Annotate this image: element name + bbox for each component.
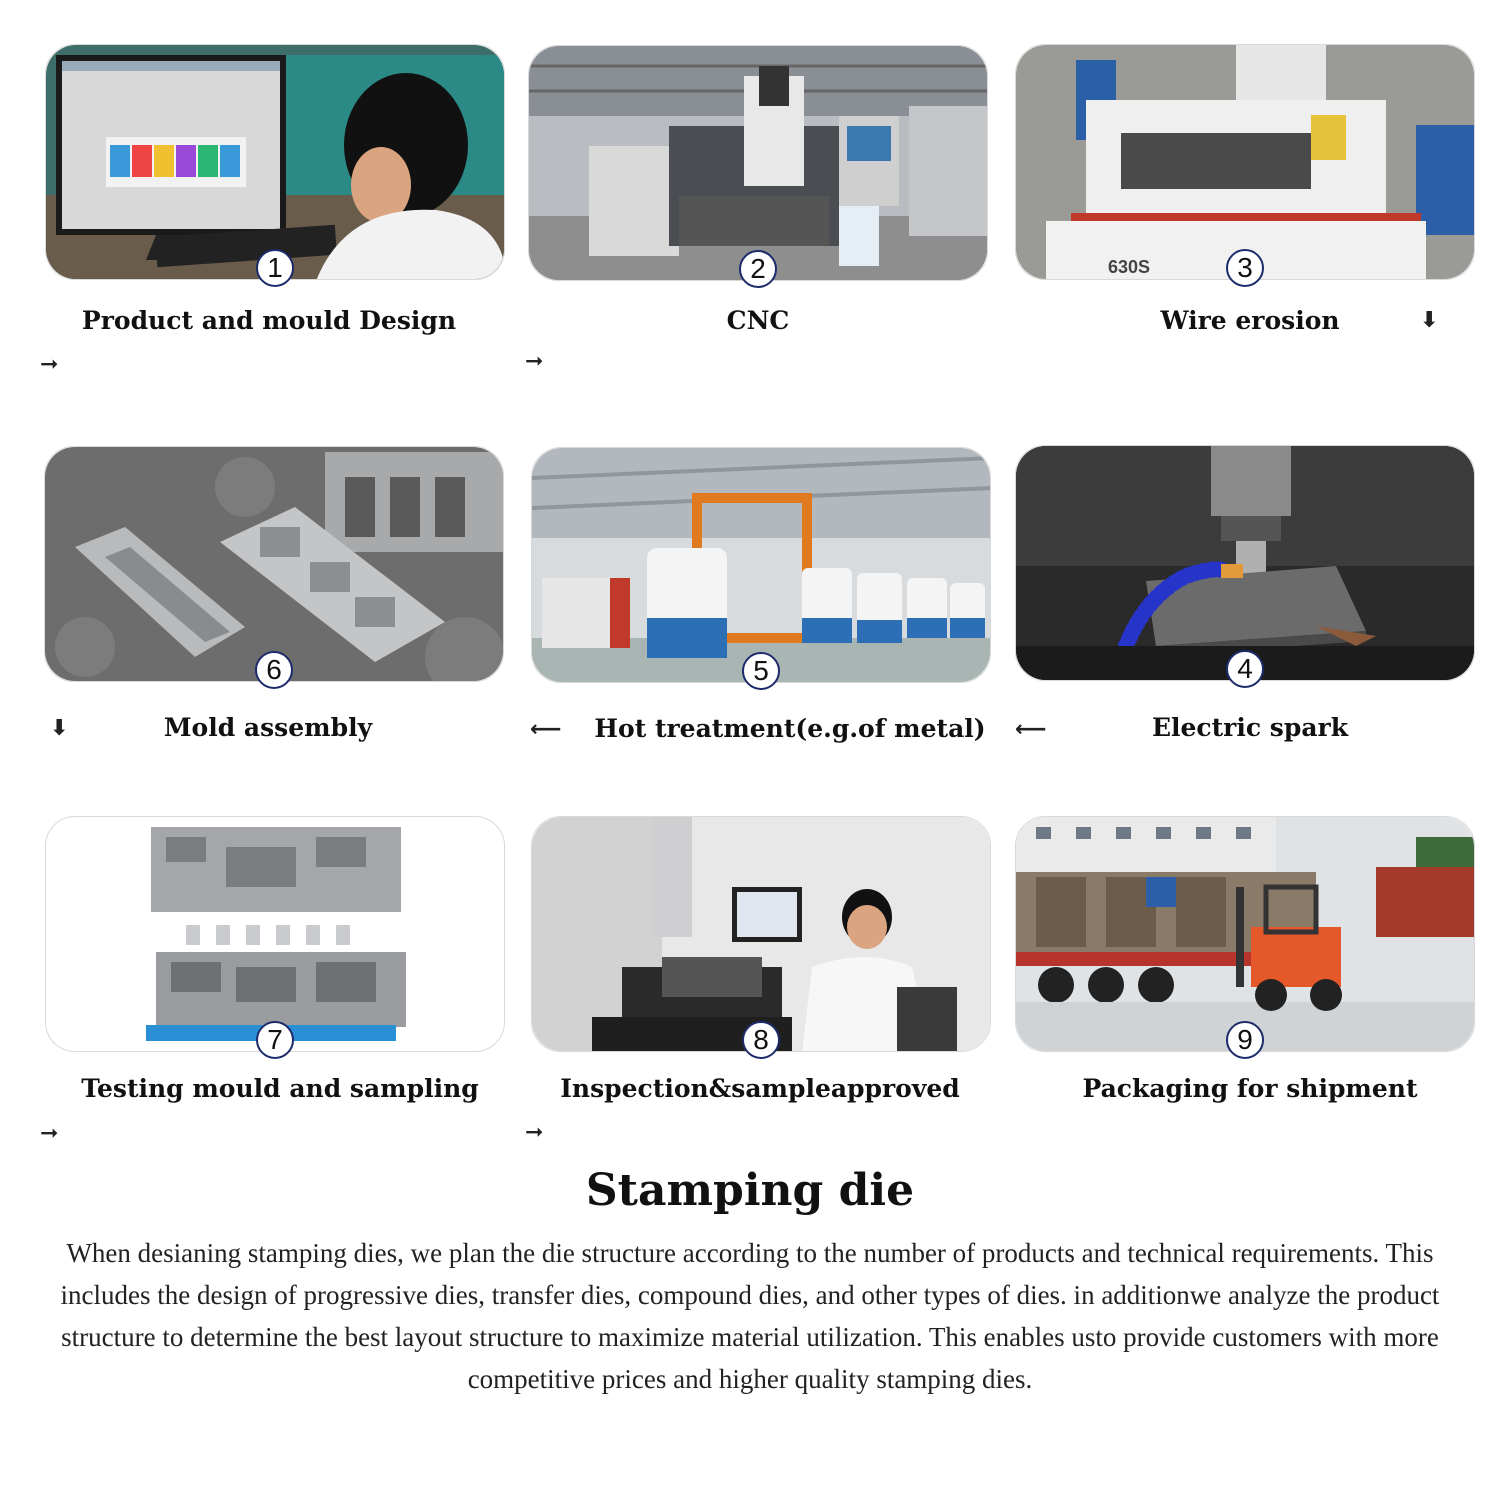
step-label: Hot treatment(e.g.of metal)	[594, 714, 986, 743]
flow-arrow-right: ➞	[525, 349, 544, 374]
flow-arrow-down: ⬇	[1420, 308, 1439, 333]
inspection-photo	[532, 817, 990, 1051]
flow-arrow-right: ➞	[40, 352, 59, 377]
step-7-card	[45, 816, 505, 1055]
flow-arrow-left: ⟵	[530, 717, 562, 742]
step-label: Packaging for shipment	[1082, 1074, 1418, 1103]
section-description: When desianing stamping dies, we plan the die structure according to the number of products and technical requirements. This includes the design of progressive dies, transfer dies, compound dies, and other types of dies. in additionwe analyze the product structure to determine the best layout structure to maximize material utilization. This enables usto provide customers with more competitive prices and higher quality stamping dies.	[60, 1238, 1440, 1394]
step-number-badge: 2	[739, 250, 777, 288]
electric-spark-photo	[1016, 446, 1474, 680]
flow-arrow-left: ⟵	[1015, 717, 1047, 742]
step-number-badge: 7	[256, 1021, 294, 1059]
stamping-die-photo	[46, 817, 504, 1051]
step-6-card	[44, 446, 504, 685]
step-number-badge: 6	[255, 651, 293, 689]
step-number-badge: 3	[1226, 249, 1264, 287]
step-label: Wire erosion	[1160, 306, 1340, 335]
step-5-card	[531, 447, 991, 686]
mold-assembly-photo	[45, 447, 503, 681]
step-8-card	[531, 816, 991, 1055]
section-title: Stamping die	[585, 1165, 915, 1216]
step-label: CNC	[726, 306, 790, 335]
step-number-badge: 4	[1226, 650, 1264, 688]
step-label: Mold assembly	[163, 713, 373, 742]
flow-arrow-down: ⬇	[50, 716, 69, 741]
step-1-card	[45, 44, 505, 283]
wire-erosion-machine-photo	[1016, 45, 1474, 279]
step-label: Product and mould Design	[81, 306, 457, 335]
machine-model-label: 630S	[1108, 257, 1151, 277]
step-9-card	[1015, 816, 1475, 1055]
step-label: Inspection&sampleapproved	[560, 1074, 960, 1103]
flow-arrow-right: ➞	[525, 1120, 544, 1145]
flow-arrow-right: ➞	[40, 1121, 59, 1146]
design-office-photo	[46, 45, 504, 279]
step-label: Electric spark	[1151, 713, 1349, 742]
step-number-badge: 1	[256, 249, 294, 287]
step-3-card	[1015, 44, 1475, 283]
shipment-photo	[1016, 817, 1474, 1051]
step-2-card	[528, 45, 988, 284]
step-4-card	[1015, 445, 1475, 684]
step-number-badge: 5	[742, 652, 780, 690]
cnc-machine-photo	[529, 46, 987, 280]
heat-treatment-photo	[532, 448, 990, 682]
step-number-badge: 8	[742, 1021, 780, 1059]
step-label: Testing mould and sampling	[81, 1074, 479, 1103]
step-number-badge: 9	[1226, 1021, 1264, 1059]
